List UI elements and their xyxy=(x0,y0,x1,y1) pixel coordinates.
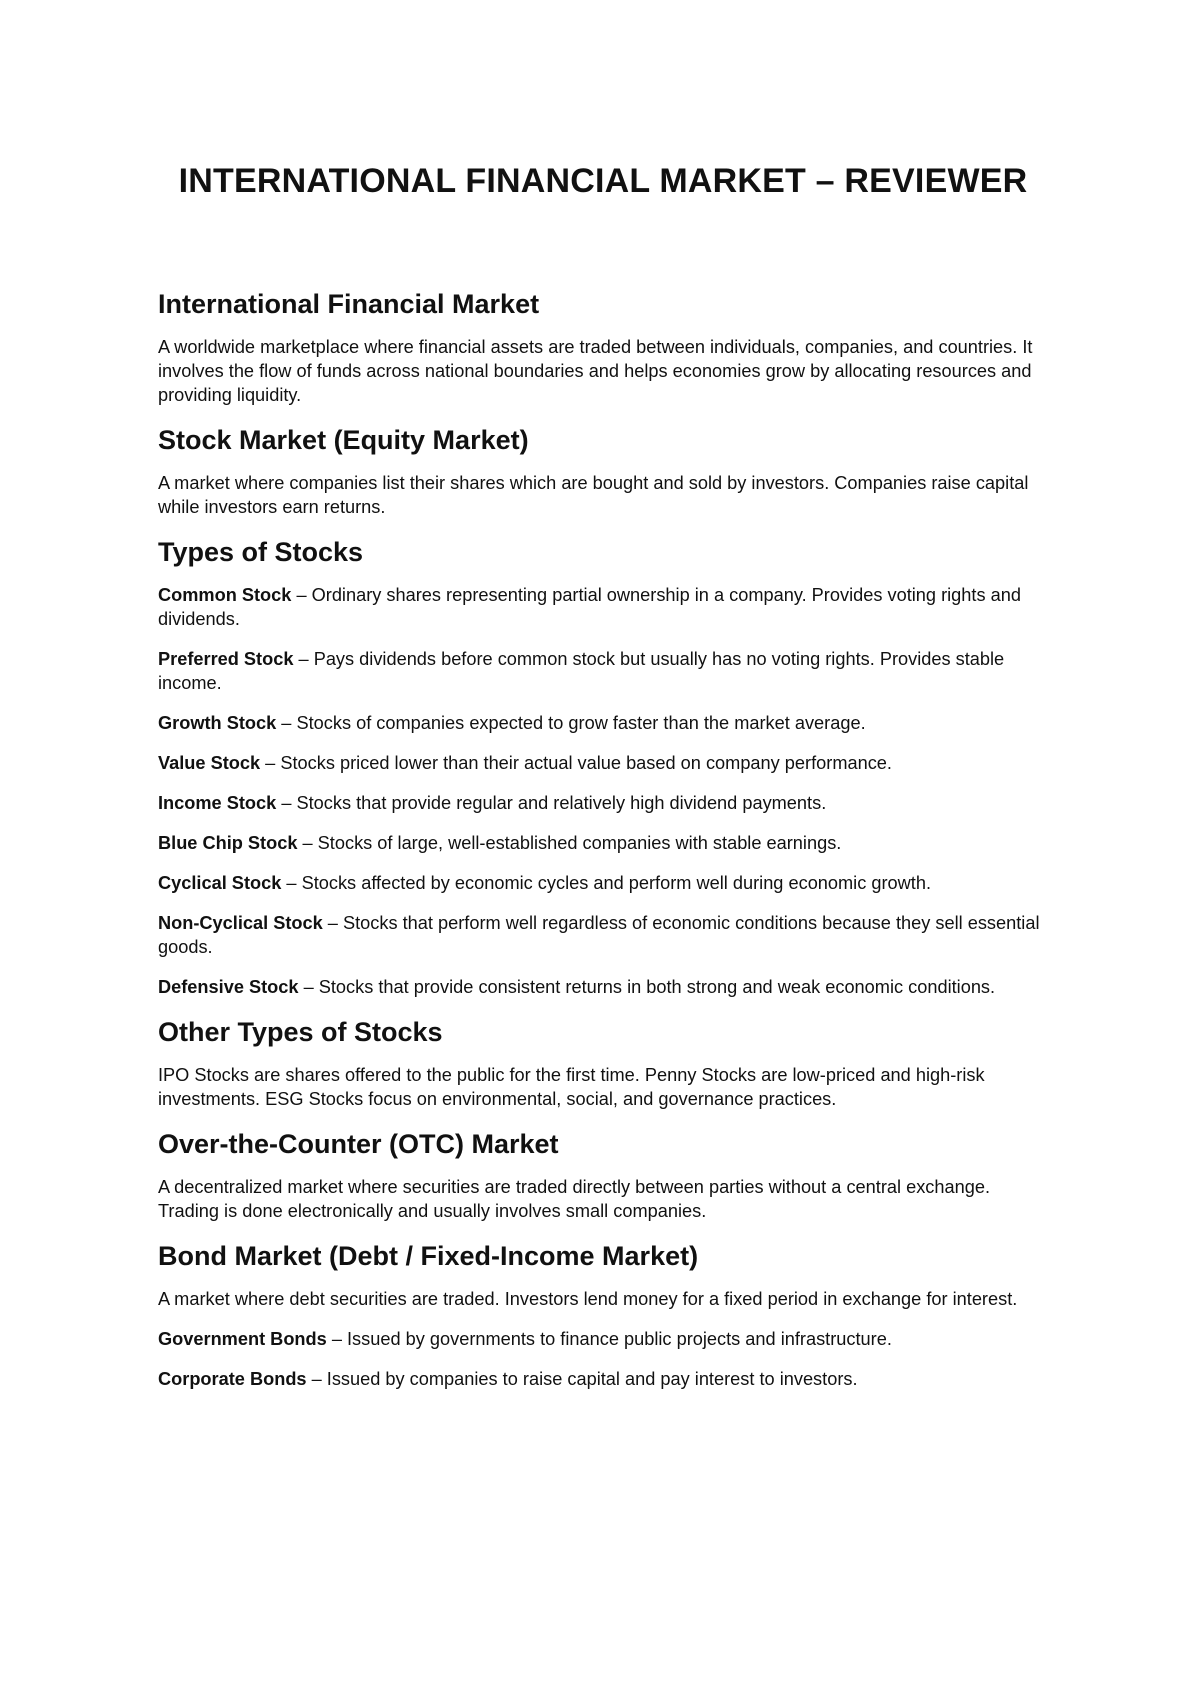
term: Government Bonds xyxy=(158,1329,327,1349)
document-body xyxy=(158,287,1048,1391)
term: Non-Cyclical Stock xyxy=(158,913,323,933)
definition-item xyxy=(158,791,1048,815)
term: Value Stock xyxy=(158,753,261,773)
definition-item xyxy=(158,751,1048,775)
term: Income Stock xyxy=(158,793,277,813)
definition-text: A decentralized market where securities are traded directly between parties without a central exchange. Trading is done electronically and usually involves small companies. xyxy=(158,1177,991,1221)
paragraph xyxy=(158,335,1048,407)
definition-text: – Stocks that perform well regardless of economic conditions because they sell essential goods. xyxy=(158,913,1040,957)
section xyxy=(158,1239,1048,1391)
term: Preferred Stock xyxy=(158,649,294,669)
definition-text: – Pays dividends before common stock but usually has no voting rights. Provides stable income. xyxy=(158,649,1005,693)
definition-item xyxy=(158,911,1048,959)
section-heading: Over-the-Counter (OTC) Market xyxy=(158,1129,559,1159)
definition-text: A worldwide marketplace where financial assets are traded between individuals, companies, and countries. It involves the flow of funds across national boundaries and helps economies grow by allocating resources and providing liquidity. xyxy=(158,337,1033,405)
definition-item xyxy=(158,583,1048,631)
definition-text: – Issued by companies to raise capital and pay interest to investors. xyxy=(306,1369,858,1389)
definition-text: – Stocks affected by economic cycles and perform well during economic growth. xyxy=(281,873,932,893)
definition-text: – Issued by governments to finance public projects and infrastructure. xyxy=(326,1329,892,1349)
term: Blue Chip Stock xyxy=(158,833,298,853)
paragraph xyxy=(158,1063,1048,1111)
definition-text: – Stocks of companies expected to grow faster than the market average. xyxy=(276,713,866,733)
definition-text: A market where companies list their shares which are bought and sold by investors. Companies raise capital while investors earn returns. xyxy=(158,473,1029,517)
definition-text: – Stocks of large, well-established companies with stable earnings. xyxy=(297,833,842,853)
definition-text: – Stocks that provide consistent returns in both strong and weak economic conditions. xyxy=(298,977,996,997)
definition-item xyxy=(158,975,1048,999)
section-heading: International Financial Market xyxy=(158,289,540,319)
section xyxy=(158,287,1048,407)
term: Corporate Bonds xyxy=(158,1369,307,1389)
definition-item xyxy=(158,1367,1048,1391)
section-heading: Bond Market (Debt / Fixed-Income Market) xyxy=(158,1241,699,1271)
definition-text: IPO Stocks are shares offered to the public for the first time. Penny Stocks are low-priced and high-risk investments. ESG Stocks focus on environmental, social, and governance practices. xyxy=(158,1065,985,1109)
term: Growth Stock xyxy=(158,713,277,733)
term: Common Stock xyxy=(158,585,292,605)
section-heading: Stock Market (Equity Market) xyxy=(158,425,529,455)
definition-item xyxy=(158,711,1048,735)
section-heading: Other Types of Stocks xyxy=(158,1017,443,1047)
definition-item xyxy=(158,831,1048,855)
paragraph xyxy=(158,1175,1048,1223)
definition-text: – Stocks that provide regular and relatively high dividend payments. xyxy=(276,793,827,813)
definition-item xyxy=(158,647,1048,695)
definition-item xyxy=(158,871,1048,895)
paragraph xyxy=(158,1287,1048,1311)
definition-item xyxy=(158,1327,1048,1351)
definition-text: – Stocks priced lower than their actual value based on company performance. xyxy=(260,753,892,773)
term: Cyclical Stock xyxy=(158,873,282,893)
section xyxy=(158,1015,1048,1111)
term: Defensive Stock xyxy=(158,977,299,997)
document-title: INTERNATIONAL FINANCIAL MARKET – REVIEWER xyxy=(178,162,1028,200)
paragraph xyxy=(158,471,1048,519)
section-heading: Types of Stocks xyxy=(158,537,364,567)
definition-text: – Ordinary shares representing partial ownership in a company. Provides voting rights and dividends. xyxy=(158,585,1021,629)
definition-text: A market where debt securities are traded. Investors lend money for a fixed period in exchange for interest. xyxy=(158,1289,1018,1309)
section xyxy=(158,423,1048,519)
section xyxy=(158,535,1048,999)
section xyxy=(158,1127,1048,1223)
